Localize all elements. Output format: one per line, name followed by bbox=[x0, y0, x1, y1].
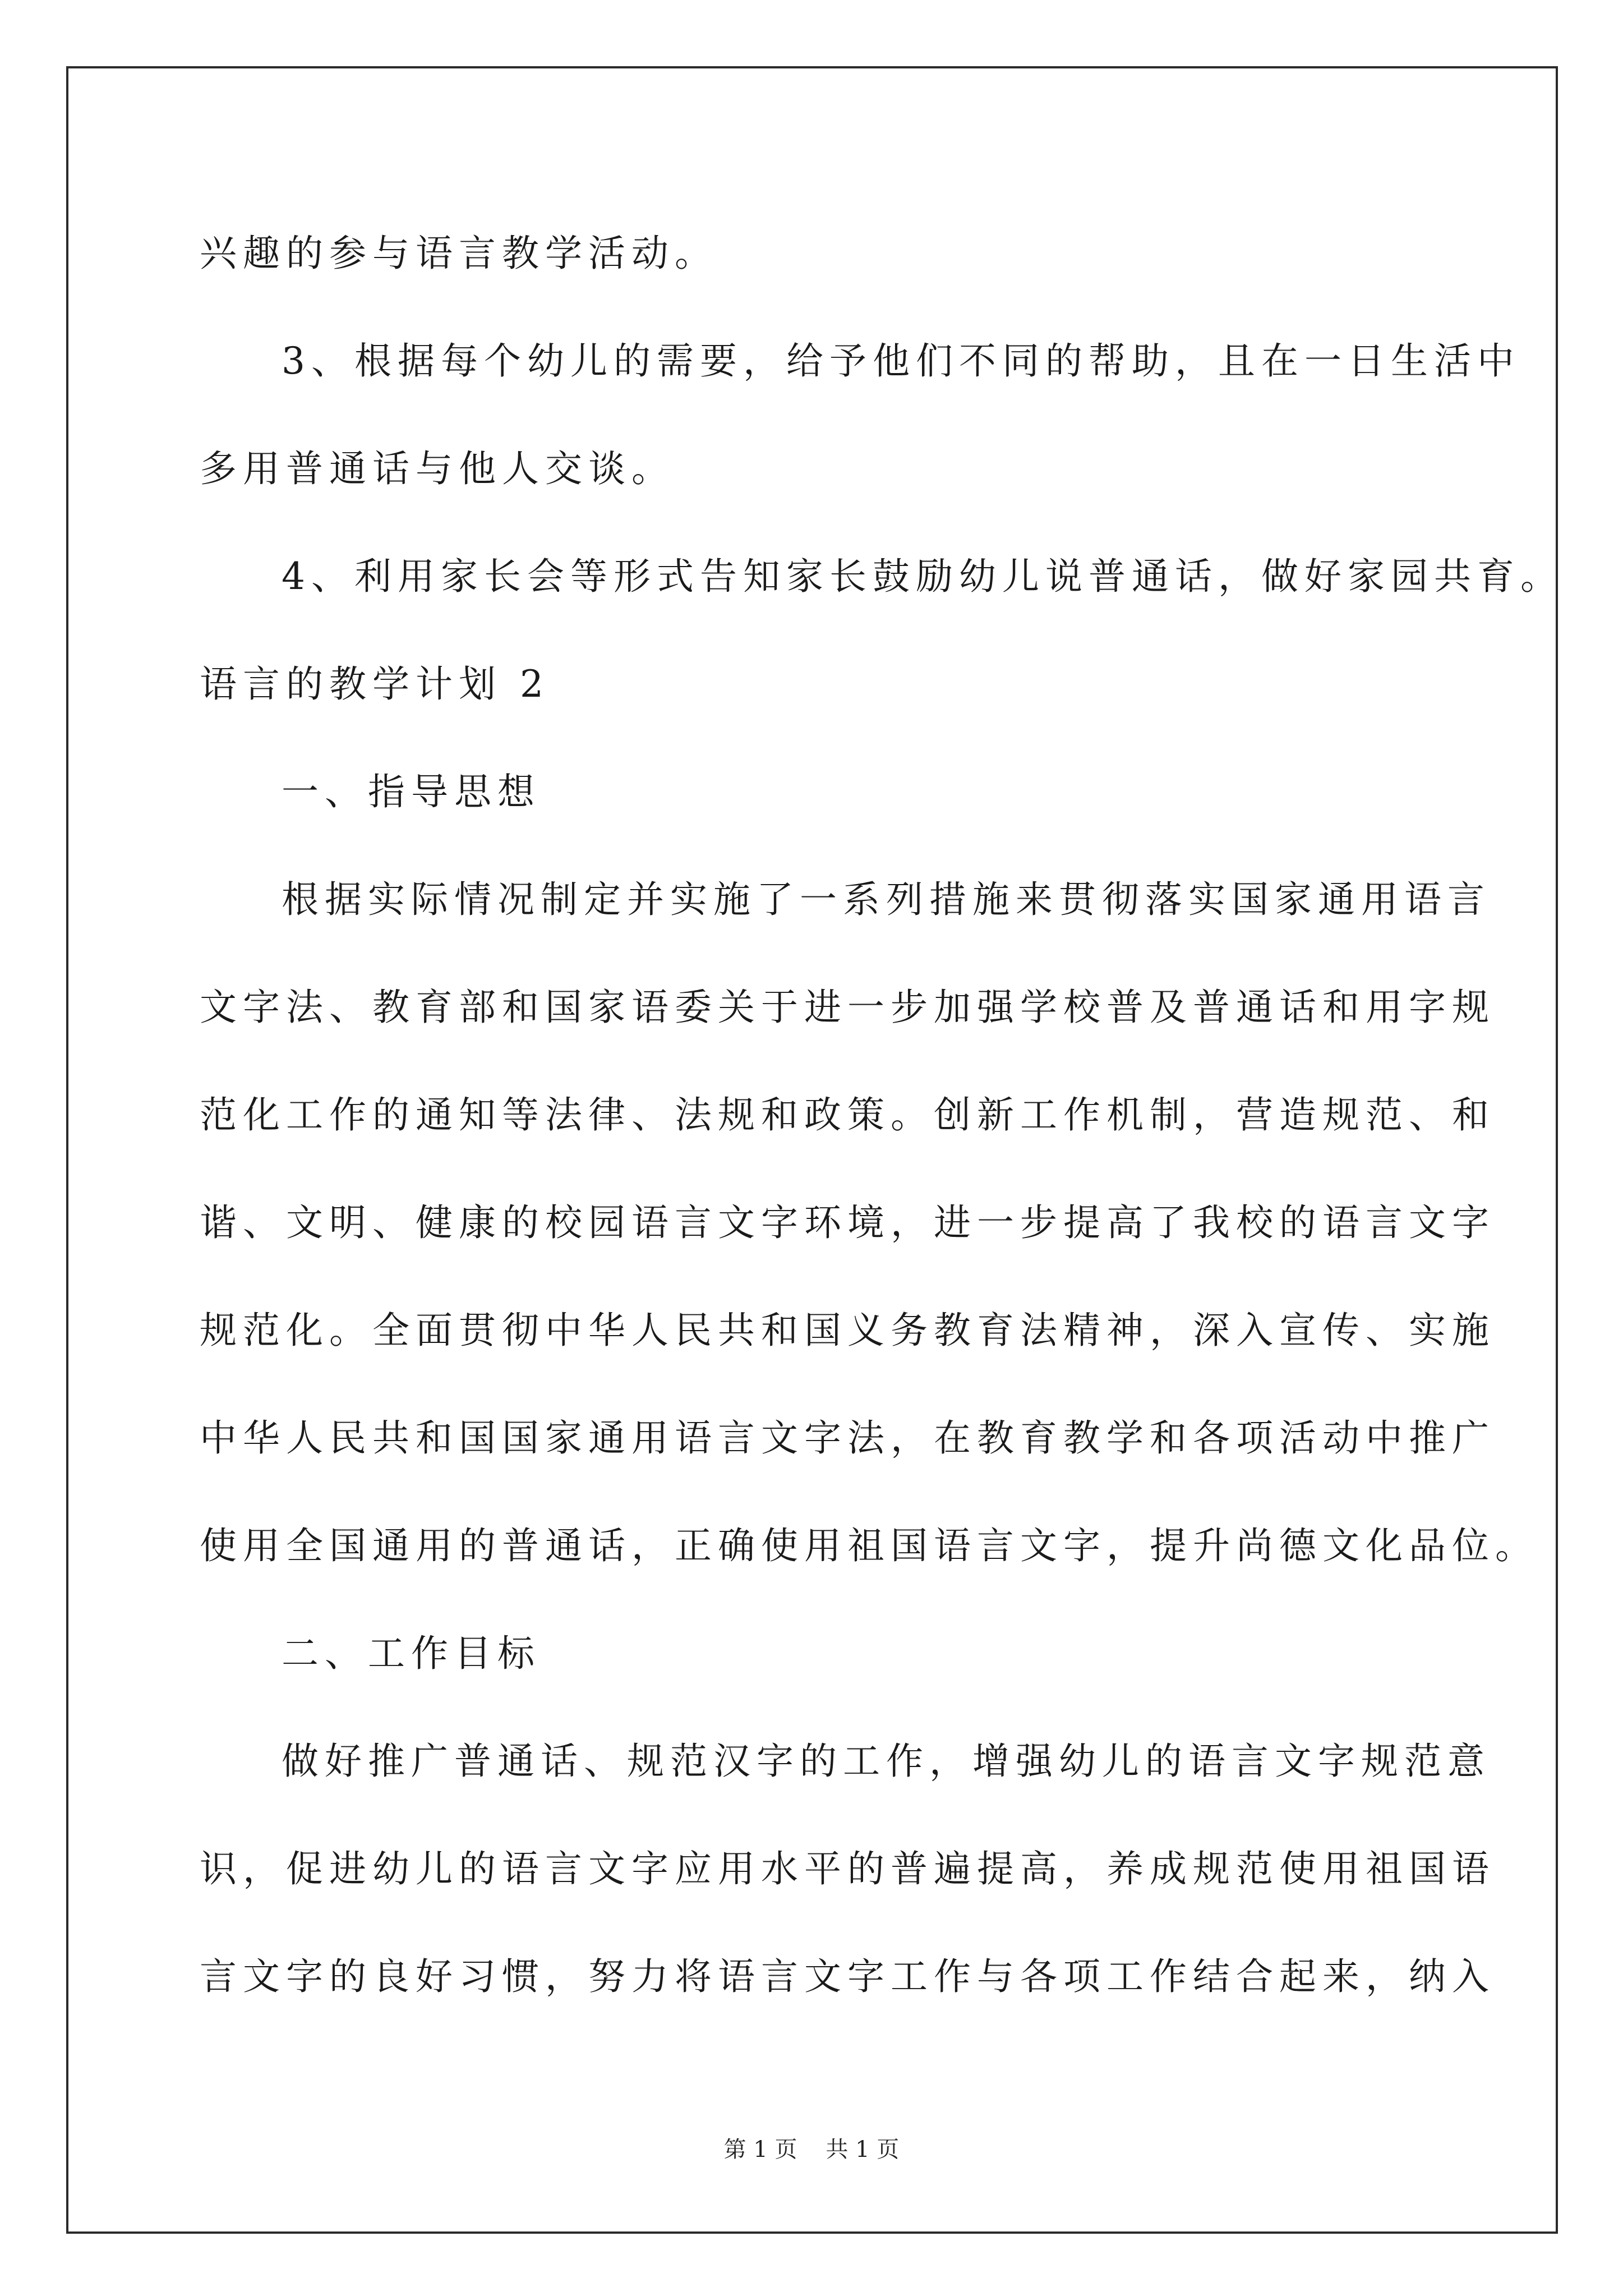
text-line: 范化工作的通知等法律、法规和政策。创新工作机制，营造规范、和 bbox=[200, 1093, 1495, 1137]
text-line: 做好推广普通话、规范汉字的工作，增强幼儿的语言文字规范意 bbox=[282, 1740, 1491, 1783]
text-line: 规范化。全面贯彻中华人民共和国义务教育法精神，深入宣传、实施 bbox=[200, 1309, 1495, 1352]
footer-spacer bbox=[797, 2137, 826, 2162]
text-line: 兴趣的参与语言教学活动。 bbox=[200, 232, 718, 275]
text-line: 3、根据每个幼儿的需要，给予他们不同的帮助，且在一日生活中 bbox=[282, 339, 1520, 383]
text-line: 中华人民共和国国家通用语言文字法，在教育教学和各项活动中推广 bbox=[200, 1416, 1495, 1460]
section-heading: 二、工作目标 bbox=[282, 1632, 541, 1675]
document-body bbox=[200, 200, 1564, 2031]
text-line: 4、利用家长会等形式告知家长鼓励幼儿说普通话，做好家园共育。 bbox=[282, 555, 1564, 598]
text-line: 多用普通话与他人交谈。 bbox=[200, 447, 675, 490]
page-footer bbox=[0, 2135, 1623, 2164]
text-line: 识，促进幼儿的语言文字应用水平的普遍提高，养成规范使用祖国语 bbox=[200, 1847, 1495, 1890]
text-line: 文字法、教育部和国家语委关于进一步加强学校普及普通话和用字规 bbox=[200, 986, 1495, 1029]
text-line: 谐、文明、健康的校园语言文字环境，进一步提高了我校的语言文字 bbox=[200, 1201, 1495, 1244]
page-number: 第 1 页 bbox=[723, 2137, 797, 2162]
text-line: 使用全国通用的普通话，正确使用祖国语言文字，提升尚德文化品位。 bbox=[200, 1524, 1538, 1567]
page-total: 共 1 页 bbox=[826, 2137, 900, 2162]
section-title: 语言的教学计划 2 bbox=[200, 662, 550, 706]
text-line: 根据实际情况制定并实施了一系列措施来贯彻落实国家通用语言 bbox=[282, 878, 1491, 921]
text-line: 言文字的良好习惯，努力将语言文字工作与各项工作结合起来，纳入 bbox=[200, 1955, 1495, 1998]
section-heading: 一、指导思想 bbox=[282, 770, 541, 813]
